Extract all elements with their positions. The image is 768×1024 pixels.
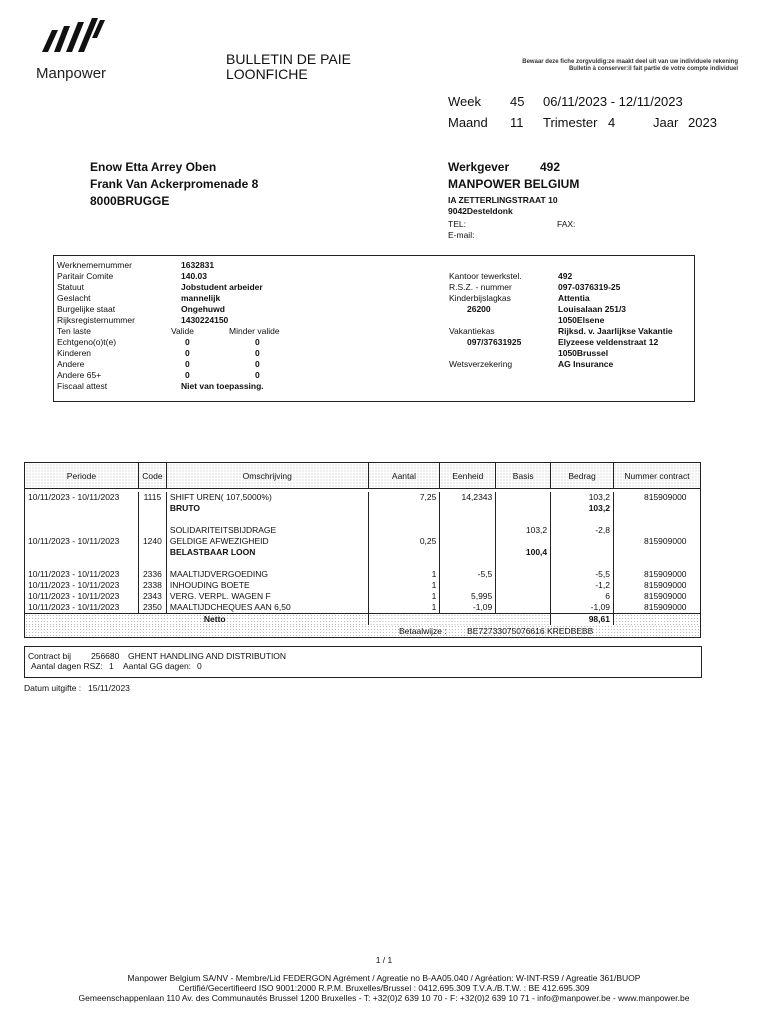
kinderbijslag-address2: 1050Elsene [558,315,605,325]
year-label: Jaar [653,115,679,130]
rsz-days-label: Aantal dagen RSZ: [31,661,103,671]
col-header-contract: Nummer contract [613,463,700,489]
cell-oms [166,558,368,569]
cell-contract: 815909000 [613,569,700,580]
kinderbijslag-value: Attentia [558,293,590,303]
geslacht-label: Geslacht [57,293,91,303]
cell-oms: VERG. VERPL. WAGEN F [166,591,368,602]
cell-eenheid [440,580,496,591]
cell-code [138,547,166,558]
employer-label: Werkgever [448,160,510,174]
employer-city: 9042Desteldonk [448,206,513,216]
cell-code: 2343 [138,591,166,602]
cell-eenheid: 14,2343 [440,492,496,503]
cell-code: 2350 [138,602,166,614]
kantoor-value: 492 [558,271,573,281]
kinderbijslag-number: 26200 [467,304,491,314]
rsz-days: 1 [109,661,114,671]
cell-basis [496,514,551,525]
cell-basis [496,602,551,614]
issue-date-label: Datum uitgifte : [24,683,82,693]
netto-value: 98,61 [551,614,614,626]
wets-value: AG Insurance [558,359,614,369]
cell-bedrag: -1,2 [551,580,614,591]
vakantie-label: Vakantiekas [449,326,495,336]
cell-periode [25,547,139,558]
werknemernummer-value: 1632831 [181,260,215,270]
issue-date: 15/11/2023 [88,683,130,693]
cell-bedrag [551,514,614,525]
vakantie-address1: Elyzeese veldenstraat 12 [558,337,659,347]
cell-periode: 10/11/2023 - 10/11/2023 [25,591,139,602]
burgerlijke-value: Ongehuwd [181,304,225,314]
cell-code [138,525,166,536]
employer-street: IA ZETTERLINGSTRAAT 10 [448,195,558,205]
rsz-label: R.S.Z. - nummer [449,282,512,292]
table-row [25,547,701,558]
manpower-logo-icon [40,18,110,54]
cell-aantal: 0,25 [368,536,440,547]
table-row [25,580,701,591]
kinderen-minder: 0 [255,348,260,358]
contract-label: Contract bij [28,651,71,661]
employee-name: Enow Etta Arrey Oben [90,160,217,174]
cell-oms: MAALTIJDVERGOEDING [166,569,368,580]
year-value: 2023 [688,115,717,130]
cell-eenheid [440,514,496,525]
betaal-row [25,625,701,638]
cell-contract [613,514,700,525]
cell-oms [166,514,368,525]
table-row [25,569,701,580]
cell-code [138,503,166,514]
cell-aantal: 7,25 [368,492,440,503]
cell-basis: 100,4 [496,547,551,558]
cell-code [138,558,166,569]
cell-periode [25,558,139,569]
pay-table [24,462,701,638]
paritair-label: Paritair Comite [57,271,114,281]
cell-bedrag: 6 [551,591,614,602]
footer-line-2: Certifié/Gecertifieerd ISO 9001:2000 R.P.M. Bruxelles/Brussel : 0412.695.309 T.V.A./B.T.W. : BE 412.695.309 [178,983,590,993]
week-label: Week [448,94,481,109]
wets-label: Wetsverzekering [449,359,513,369]
contract-box [24,646,702,678]
cell-bedrag [551,536,614,547]
cell-oms: BRUTO [166,503,368,514]
table-row [25,525,701,536]
cell-aantal [368,547,440,558]
cell-oms: SOLIDARITEITSBIJDRAGE [166,525,368,536]
cell-basis [496,536,551,547]
month-label: Maand [448,115,488,130]
andere65-minder: 0 [255,370,260,380]
cell-contract: 815909000 [613,492,700,503]
andere65-valide: 0 [185,370,190,380]
contract-number: 256680 [91,651,120,661]
cell-bedrag: -5,5 [551,569,614,580]
month-value: 11 [510,115,524,130]
cell-code: 1240 [138,536,166,547]
cell-bedrag [551,547,614,558]
table-row [25,492,701,503]
betaal-label: Betaalwijze : [399,625,447,636]
table-row [25,558,701,569]
cell-eenheid [440,536,496,547]
cell-code [138,514,166,525]
cell-oms: BELASTBAAR LOON [166,547,368,558]
cell-code: 1115 [138,492,166,503]
cell-oms: SHIFT UREN( 107,5000%) [166,492,368,503]
rijksreg-value: 1430224150 [181,315,229,325]
cell-contract: 815909000 [613,536,700,547]
employee-street: Frank Van Ackerpromenade 8 [90,177,259,191]
cell-eenheid [440,503,496,514]
andere-minder: 0 [255,359,260,369]
cell-bedrag: -1,09 [551,602,614,614]
employer-fax-label: FAX: [557,219,576,229]
period-range: 06/11/2023 - 12/11/2023 [543,94,683,109]
vakantie-address2: 1050Brussel [558,348,609,358]
cell-basis [496,591,551,602]
cell-eenheid: -5,5 [440,569,496,580]
fiscaal-label: Fiscaal attest [57,381,108,391]
cell-periode: 10/11/2023 - 10/11/2023 [25,569,139,580]
page-number: 1 / 1 [375,955,393,965]
cell-basis [496,558,551,569]
employer-number: 492 [540,160,561,174]
title-nl: LOONFICHE [226,66,308,82]
rijksreg-label: Rijksregisternummer [57,315,135,325]
vakantie-value: Rijksd. v. Jaarlijkse Vakantie [558,326,673,336]
col-header-code: Code [138,463,166,489]
cell-contract: 815909000 [613,602,700,614]
andere-label: Andere [57,359,85,369]
cell-oms: INHOUDING BOETE [166,580,368,591]
quarter-value: 4 [608,115,616,130]
echtgenoot-valide: 0 [185,337,190,347]
cell-basis [496,580,551,591]
cell-aantal [368,558,440,569]
table-row [25,514,701,525]
table-row [25,503,701,514]
netto-row [25,614,701,626]
andere-valide: 0 [185,359,190,369]
kantoor-label: Kantoor tewerkstel. [449,271,522,281]
employer-tel-label: TEL: [448,219,466,229]
cell-contract [613,503,700,514]
minder-label: Minder valide [229,326,280,336]
cell-basis [496,503,551,514]
tenlaste-label: Ten laste [57,326,92,336]
cell-aantal [368,525,440,536]
betaal-value: BE72733075076616 KREDBEBB [467,625,594,636]
cell-basis: 103,2 [496,525,551,536]
cell-aantal [368,503,440,514]
echtgenoot-minder: 0 [255,337,260,347]
cell-periode [25,514,139,525]
cell-bedrag [551,558,614,569]
cell-aantal [368,514,440,525]
employer-name: MANPOWER BELGIUM [448,177,580,191]
pay-table-header [25,463,701,489]
cell-code: 2338 [138,580,166,591]
fiscaal-value: Niet van toepassing. [181,381,264,391]
kinderbijslag-address1: Louisalaan 251/3 [558,304,627,314]
geslacht-value: mannelijk [181,293,221,303]
kinderbijslag-label: Kinderbijslagkas [449,293,511,303]
employee-info-box [53,255,695,402]
kinderen-label: Kinderen [57,348,92,358]
footer-line-1: Manpower Belgium SA/NV - Membre/Lid FEDERGON Agrément / Agreatie no B-AA05.040 / Agréation: W-INT-RS9 / Agreatie 361/BUOP [127,973,641,983]
rsz-value: 097-0376319-25 [558,282,621,292]
employee-city: 8000BRUGGE [90,194,170,208]
cell-eenheid [440,558,496,569]
quarter-label: Trimester [543,115,598,130]
cell-oms: MAALTIJDCHEQUES AAN 6,50 [166,602,368,614]
gg-days-label: Aantal GG dagen: [123,661,192,671]
cell-aantal: 1 [368,580,440,591]
paritair-value: 140.03 [181,271,207,281]
cell-contract [613,547,700,558]
col-header-aantal: Aantal [368,463,440,489]
cell-code: 2336 [138,569,166,580]
table-row [25,591,701,602]
statuut-label: Statuut [57,282,84,292]
col-header-periode: Periode [25,463,139,489]
cell-aantal: 1 [368,591,440,602]
cell-eenheid: 5,995 [440,591,496,602]
col-header-basis: Basis [496,463,551,489]
cell-eenheid: -1,09 [440,602,496,614]
title-fr: BULLETIN DE PAIE [226,51,352,67]
cell-bedrag: -2,8 [551,525,614,536]
echtgenoot-label: Echtgeno(o)t(e) [57,337,117,347]
cell-aantal: 1 [368,602,440,614]
burgerlijke-label: Burgelijke staat [57,304,116,314]
cell-eenheid [440,547,496,558]
vakantie-number: 097/37631925 [467,337,522,347]
employer-email-label: E-mail: [448,230,475,240]
valide-label: Valide [171,326,194,336]
cell-bedrag: 103,2 [551,503,614,514]
statuut-value: Jobstudent arbeider [181,282,263,292]
notice-fr: Bulletin à conserver:il fait partie de votre compte individuel [568,66,738,72]
cell-periode [25,525,139,536]
kinderen-valide: 0 [185,348,190,358]
col-header-eenheid: Eenheid [440,463,496,489]
cell-contract: 815909000 [613,591,700,602]
cell-contract: 815909000 [613,580,700,591]
cell-periode: 10/11/2023 - 10/11/2023 [25,580,139,591]
andere65-label: Andere 65+ [57,370,102,380]
contract-company: GHENT HANDLING AND DISTRIBUTION [128,651,287,661]
table-row [25,602,701,614]
cell-basis [496,569,551,580]
notice-nl: Bewaar deze fiche zorgvuldig:ze maakt deel uit van uw individuele rekening [522,59,738,65]
cell-eenheid [440,525,496,536]
cell-periode: 10/11/2023 - 10/11/2023 [25,536,139,547]
cell-contract [613,558,700,569]
werknemernummer-label: Werknemernummer [57,260,132,270]
footer-line-3: Gemeenschappenlaan 110 Av. des Communautés Brussel 1200 Bruxelles - T: +32(0)2 639 10 70 - F: +32(0)2 639 10 71 - info@manpower.be - www.manpower.be [78,993,690,1003]
gg-days: 0 [197,661,202,671]
col-header-bedrag: Bedrag [551,463,614,489]
col-header-omschrijving: Omschrijving [166,463,368,489]
week-value: 45 [510,94,525,109]
cell-bedrag: 103,2 [551,492,614,503]
cell-basis [496,492,551,503]
table-row [25,536,701,547]
cell-aantal: 1 [368,569,440,580]
cell-oms: GELDIGE AFWEZIGHEID [166,536,368,547]
cell-contract [613,525,700,536]
cell-periode: 10/11/2023 - 10/11/2023 [25,602,139,614]
cell-periode: 10/11/2023 - 10/11/2023 [25,492,139,503]
cell-periode [25,503,139,514]
netto-label: Netto [25,614,369,626]
logo-text: Manpower [36,65,107,82]
